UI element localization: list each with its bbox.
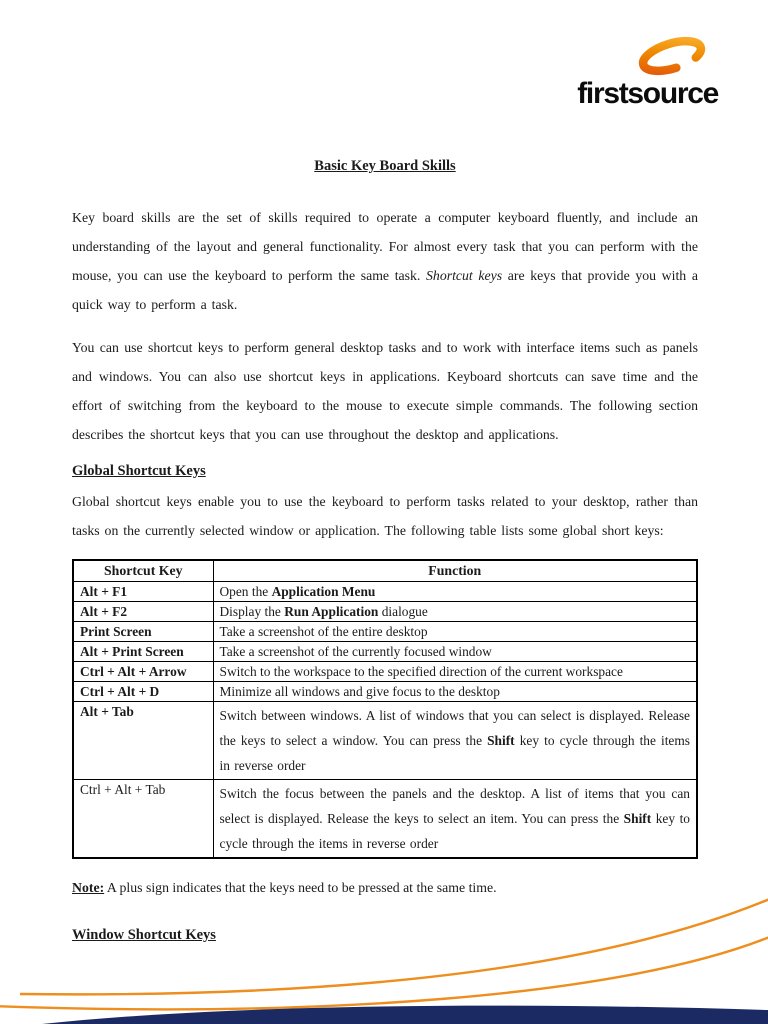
function-bold-text: Run Application bbox=[284, 604, 379, 619]
shortcut-table bbox=[72, 559, 698, 859]
global-intro-paragraph: Global shortcut keys enable you to use the keyboard to perform tasks related to your desktop, rather than tasks on the currently selected window or application. The following table lists some global short keys: bbox=[72, 494, 698, 538]
function-text: Minimize all windows and give focus to the desktop bbox=[219, 684, 500, 699]
shortcut-key-cell: Alt + F1 bbox=[73, 582, 213, 602]
column-header-shortcut-key: Shortcut Key bbox=[73, 560, 213, 582]
document-title: Basic Key Board Skills bbox=[314, 158, 456, 174]
shortcut-key-cell: Ctrl + Alt + Tab bbox=[73, 780, 213, 859]
table-row bbox=[73, 622, 697, 642]
function-text: Switch to the workspace to the specified direction of the current workspace bbox=[219, 664, 623, 679]
function-cell bbox=[213, 602, 697, 622]
shortcut-key-cell: Alt + Print Screen bbox=[73, 642, 213, 662]
paragraph-text: are keys that provide you with a quick way to perform a task. bbox=[72, 268, 698, 312]
table-row bbox=[73, 780, 697, 859]
shortcut-key-cell: Alt + Tab bbox=[73, 702, 213, 780]
function-text: Open the bbox=[219, 584, 272, 599]
function-cell bbox=[213, 642, 697, 662]
section-heading-global: Global Shortcut Keys bbox=[72, 463, 206, 479]
function-text: Switch the focus between the panels and the desktop. A list of items that you can select is displayed. Release the keys to select an item. You can press the bbox=[219, 786, 690, 826]
table-row bbox=[73, 662, 697, 682]
logo-swirl-icon bbox=[632, 34, 712, 78]
function-text: Take a screenshot of the currently focused window bbox=[219, 644, 492, 659]
shortcut-key-cell: Print Screen bbox=[73, 622, 213, 642]
shortcut-key-cell: Alt + F2 bbox=[73, 602, 213, 622]
function-text: Display the bbox=[219, 604, 285, 619]
function-cell bbox=[213, 582, 697, 602]
function-cell bbox=[213, 702, 697, 780]
function-bold-text: Shift bbox=[623, 811, 652, 826]
table-row bbox=[73, 582, 697, 602]
function-text: Switch between windows. A list of windows that you can select is displayed. Release the keys to select a window. You can press the bbox=[219, 708, 690, 748]
table-row bbox=[73, 682, 697, 702]
shortcut-key-cell: Ctrl + Alt + D bbox=[73, 682, 213, 702]
document-body bbox=[72, 158, 698, 951]
function-cell bbox=[213, 682, 697, 702]
footer-navy-band bbox=[42, 1006, 768, 1024]
table-header-row bbox=[73, 560, 697, 582]
function-text: key to cycle through the items in reverse order bbox=[219, 733, 691, 773]
brand-logo bbox=[532, 34, 718, 110]
function-bold-text: Application Menu bbox=[271, 584, 376, 599]
column-header-function: Function bbox=[213, 560, 697, 582]
function-bold-text: Shift bbox=[487, 733, 515, 748]
function-cell bbox=[213, 622, 697, 642]
function-cell bbox=[213, 662, 697, 682]
table-row bbox=[73, 602, 697, 622]
function-cell bbox=[213, 780, 697, 859]
table-row bbox=[73, 642, 697, 662]
brand-name: firstsource bbox=[577, 77, 718, 110]
table-row bbox=[73, 702, 697, 780]
italic-term: Shortcut keys bbox=[426, 268, 503, 283]
note-text: A plus sign indicates that the keys need to be pressed at the same time. bbox=[104, 880, 497, 895]
note-label: Note: bbox=[72, 880, 105, 895]
intro-paragraph-2: You can use shortcut keys to perform general desktop tasks and to work with interface items such as panels and windows. You can also use shortcut keys in applications. Keyboard shortcuts can save time and the effort of switching from the keyboard to the mouse to execute simple commands. The following section describes the shortcut keys that you can use throughout the desktop and applications. bbox=[72, 340, 698, 442]
shortcut-key-cell: Ctrl + Alt + Arrow bbox=[73, 662, 213, 682]
intro-paragraph-1 bbox=[72, 203, 698, 319]
function-text: key to cycle through the items in reverse order bbox=[219, 811, 690, 851]
function-text: Take a screenshot of the entire desktop bbox=[219, 624, 428, 639]
function-text: dialogue bbox=[378, 604, 428, 619]
note-line bbox=[72, 877, 698, 899]
paragraph-text: Key board skills are the set of skills required to operate a computer keyboard fluently, and include an understanding of the layout and general functionality. For almost every task that you can perform with the mouse, you can use the keyboard to perform the same task. bbox=[72, 210, 698, 283]
section-heading-window: Window Shortcut Keys bbox=[72, 927, 216, 943]
